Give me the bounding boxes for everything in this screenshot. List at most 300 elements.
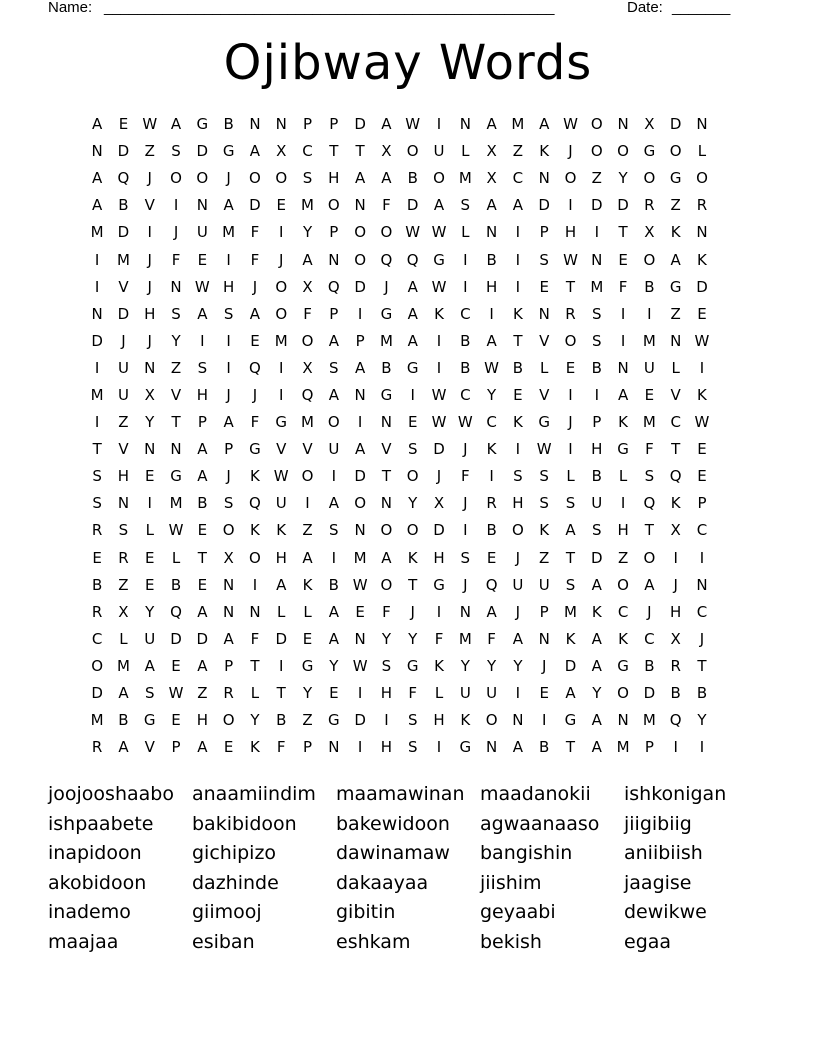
grid-letter: Q	[249, 494, 261, 513]
grid-letter: Y	[513, 656, 523, 675]
grid-letter: N	[512, 711, 524, 730]
grid-letter: F	[487, 629, 496, 648]
grid-letter: U	[486, 684, 498, 703]
grid-letter: L	[119, 629, 128, 648]
grid-letter: W	[431, 277, 447, 296]
grid-letter: N	[485, 738, 498, 757]
grid-letter: G	[433, 575, 445, 594]
grid-letter: A	[591, 711, 602, 730]
word-item: dawinamaw	[336, 842, 450, 865]
grid-letter: J	[226, 385, 231, 404]
grid-letter: K	[618, 413, 628, 432]
grid-letter: O	[406, 521, 419, 540]
grid-letter: A	[197, 467, 208, 486]
letter-grid	[84, 111, 734, 761]
grid-letter: F	[645, 440, 654, 459]
grid-letter: I	[515, 250, 521, 269]
grid-letter: P	[303, 738, 313, 757]
grid-letter: K	[539, 142, 550, 161]
grid-letter: A	[92, 196, 103, 215]
grid-letter: S	[329, 521, 339, 540]
grid-letter: A	[486, 331, 497, 350]
word-item: maadanokii	[480, 783, 591, 805]
grid-letter: J	[147, 277, 152, 296]
grid-letter: R	[565, 304, 576, 323]
grid-letter: M	[564, 602, 577, 621]
grid-letter: O	[327, 413, 340, 432]
grid-letter: S	[171, 142, 181, 161]
grid-letter: L	[434, 684, 444, 703]
grid-letter: F	[250, 223, 260, 242]
grid-letter: P	[329, 304, 339, 323]
grid-letter: T	[171, 413, 181, 432]
grid-letter: W	[431, 413, 447, 432]
grid-letter: Z	[512, 142, 524, 161]
grid-letter: P	[171, 738, 181, 757]
grid-letter: E	[197, 521, 208, 540]
grid-letter: S	[171, 304, 181, 323]
grid-letter: V	[118, 277, 129, 296]
grid-letter: B	[512, 358, 524, 377]
grid-letter: M	[458, 169, 472, 188]
grid-letter: E	[513, 385, 523, 404]
grid-letter: R	[91, 521, 103, 540]
grid-letter: U	[459, 684, 471, 703]
grid-letter: A	[92, 169, 103, 188]
grid-letter: X	[144, 385, 155, 404]
grid-letter: U	[328, 440, 340, 459]
grid-letter: U	[433, 142, 445, 161]
grid-letter: B	[381, 358, 392, 377]
grid-letter: Y	[329, 656, 339, 675]
grid-letter: T	[565, 548, 576, 567]
word-item: dewikwe	[624, 901, 707, 924]
grid-letter: M	[590, 277, 604, 296]
grid-letter: I	[147, 223, 152, 242]
grid-letter: Q	[669, 711, 682, 730]
grid-letter: W	[431, 385, 447, 404]
grid-letter: P	[592, 413, 602, 432]
grid-letter: B	[460, 358, 471, 377]
grid-letter: A	[118, 738, 129, 757]
grid-letter: W	[405, 115, 421, 134]
grid-letter: E	[407, 413, 418, 432]
grid-letter: W	[563, 250, 578, 269]
grid-letter: F	[618, 277, 628, 296]
grid-letter: W	[352, 575, 368, 594]
grid-letter: B	[539, 738, 550, 757]
grid-letter: D	[354, 467, 366, 486]
grid-letter: H	[196, 385, 208, 404]
grid-letter: O	[354, 250, 367, 269]
grid-letter: Z	[170, 358, 182, 377]
grid-letter: K	[618, 629, 628, 648]
word-item: giimooj	[192, 901, 262, 924]
grid-letter: P	[303, 115, 313, 134]
word-item: esiban	[192, 930, 255, 953]
grid-letter: Y	[408, 629, 418, 648]
grid-letter: P	[697, 494, 707, 513]
grid-letter: N	[696, 223, 708, 242]
grid-letter: B	[591, 358, 602, 377]
grid-letter: Q	[327, 277, 340, 296]
grid-letter: A	[197, 656, 208, 675]
grid-letter: R	[486, 494, 497, 513]
word-item: geyaabi	[480, 901, 556, 924]
grid-letter: X	[118, 602, 129, 621]
grid-letter: E	[486, 548, 497, 567]
grid-letter: I	[147, 494, 152, 513]
grid-letter: N	[617, 115, 629, 134]
grid-letter: D	[354, 711, 366, 730]
grid-letter: A	[407, 277, 418, 296]
grid-letter: J	[384, 277, 389, 296]
grid-letter: S	[565, 494, 576, 513]
grid-letter: A	[92, 115, 103, 134]
grid-row	[84, 653, 734, 680]
grid-letter: Z	[302, 521, 313, 540]
grid-letter: E	[355, 602, 365, 621]
grid-letter: N	[485, 223, 498, 242]
grid-letter: E	[329, 684, 339, 703]
grid-letter: A	[591, 629, 602, 648]
grid-letter: I	[699, 548, 705, 567]
grid-letter: H	[564, 223, 577, 242]
grid-letter: N	[249, 602, 261, 621]
grid-letter: E	[644, 385, 655, 404]
grid-letter: I	[568, 196, 573, 215]
grid-letter: Q	[669, 467, 682, 486]
grid-letter: O	[222, 521, 235, 540]
grid-letter: T	[671, 440, 681, 459]
grid-letter: I	[515, 684, 521, 703]
name-label: Name:	[48, 0, 93, 16]
grid-letter: T	[197, 548, 207, 567]
grid-letter: E	[118, 115, 129, 134]
grid-letter: T	[565, 738, 576, 757]
grid-letter: C	[512, 169, 524, 188]
grid-letter: U	[196, 223, 208, 242]
grid-letter: V	[381, 440, 392, 459]
grid-letter: A	[486, 602, 497, 621]
grid-letter: A	[565, 521, 576, 540]
grid-letter: I	[94, 358, 100, 377]
grid-letter: I	[94, 277, 100, 296]
word-item: ishkonigan	[624, 783, 727, 805]
grid-letter: M	[642, 413, 656, 432]
header-row	[48, 0, 748, 18]
grid-letter: M	[301, 413, 314, 432]
grid-letter: J	[147, 250, 152, 269]
grid-letter: I	[568, 440, 573, 459]
word-list	[48, 780, 768, 960]
grid-letter: E	[697, 467, 707, 486]
grid-letter: M	[616, 738, 630, 757]
grid-letter: A	[512, 738, 524, 757]
grid-letter: A	[302, 250, 313, 269]
grid-letter: H	[591, 440, 603, 459]
grid-letter: I	[357, 738, 363, 757]
word-item: aniibiish	[624, 842, 703, 865]
grid-letter: D	[538, 196, 550, 215]
grid-letter: R	[91, 738, 103, 757]
grid-letter: A	[591, 575, 602, 594]
grid-letter: D	[591, 548, 603, 567]
grid-letter: K	[460, 711, 471, 730]
grid-letter: W	[431, 223, 447, 242]
grid-letter: N	[170, 440, 182, 459]
grid-letter: G	[328, 711, 340, 730]
grid-letter: B	[644, 277, 655, 296]
grid-letter: E	[697, 304, 707, 323]
grid-letter: W	[273, 467, 289, 486]
word-column	[48, 780, 188, 958]
grid-letter: O	[380, 521, 393, 540]
grid-letter: G	[617, 656, 629, 675]
grid-letter: K	[512, 304, 523, 323]
grid-letter: I	[226, 358, 231, 377]
grid-letter: R	[644, 196, 655, 215]
grid-letter: G	[406, 358, 419, 377]
grid-letter: L	[461, 223, 470, 242]
grid-letter: Q	[380, 250, 393, 269]
grid-letter: T	[513, 331, 523, 350]
word-item: egaa	[624, 930, 672, 953]
grid-letter: I	[489, 304, 494, 323]
grid-letter: A	[354, 169, 366, 188]
grid-letter: M	[90, 385, 104, 404]
grid-row	[84, 111, 734, 138]
grid-letter: I	[357, 304, 363, 323]
grid-letter: A	[223, 629, 234, 648]
grid-letter: V	[170, 385, 182, 404]
grid-letter: Y	[302, 223, 313, 242]
grid-letter: J	[647, 602, 652, 621]
grid-letter: X	[670, 521, 681, 540]
grid-letter: E	[171, 656, 181, 675]
grid-letter: S	[407, 738, 418, 757]
grid-letter: D	[275, 629, 287, 648]
word-item: bakewidoon	[336, 812, 450, 835]
grid-letter: N	[591, 250, 603, 269]
grid-letter: S	[407, 440, 418, 459]
grid-letter: T	[408, 575, 418, 594]
grid-letter: O	[249, 548, 261, 567]
grid-letter: O	[354, 223, 367, 242]
grid-letter: F	[250, 250, 260, 269]
grid-letter: Y	[592, 684, 602, 703]
grid-letter: A	[381, 169, 392, 188]
grid-letter: Y	[487, 385, 497, 404]
grid-letter: S	[513, 467, 523, 486]
grid-letter: M	[642, 331, 656, 350]
grid-letter: Q	[170, 602, 182, 621]
grid-letter: A	[486, 115, 497, 134]
grid-letter: E	[145, 575, 155, 594]
grid-letter: B	[170, 575, 182, 594]
word-item: gichipizo	[192, 842, 277, 865]
word-item: dazhinde	[192, 871, 279, 894]
grid-letter: T	[355, 142, 365, 161]
grid-letter: A	[512, 196, 524, 215]
grid-letter: P	[355, 331, 365, 350]
grid-letter: J	[436, 467, 442, 486]
grid-letter: N	[91, 304, 103, 323]
grid-letter: O	[643, 548, 656, 567]
grid-letter: V	[670, 385, 681, 404]
grid-letter: E	[539, 684, 549, 703]
grid-letter: S	[92, 467, 102, 486]
grid-letter: J	[568, 413, 573, 432]
grid-letter: O	[380, 575, 393, 594]
grid-letter: D	[354, 277, 366, 296]
grid-letter: F	[250, 413, 260, 432]
grid-letter: O	[564, 169, 577, 188]
grid-letter: G	[538, 413, 550, 432]
grid-letter: F	[171, 250, 181, 269]
grid-letter: O	[617, 575, 629, 594]
name-blank-line: ______________________________________________________	[104, 0, 555, 16]
grid-letter: X	[302, 358, 313, 377]
grid-letter: W	[405, 223, 421, 242]
grid-letter: S	[644, 467, 655, 486]
grid-letter: A	[302, 548, 313, 567]
grid-letter: P	[197, 413, 207, 432]
page-title: Ojibway Words	[223, 35, 593, 91]
grid-letter: N	[696, 575, 708, 594]
grid-letter: T	[565, 277, 576, 296]
grid-letter: O	[590, 142, 603, 161]
grid-letter: I	[620, 494, 626, 513]
grid-letter: O	[380, 223, 393, 242]
grid-letter: N	[354, 521, 366, 540]
grid-letter: K	[512, 413, 523, 432]
grid-letter: Z	[617, 548, 629, 567]
grid-letter: H	[380, 738, 393, 757]
grid-letter: I	[568, 385, 573, 404]
grid-letter: W	[168, 521, 184, 540]
grid-letter: D	[433, 440, 445, 459]
grid-letter: M	[301, 196, 314, 215]
grid-letter: I	[515, 440, 521, 459]
grid-letter: L	[540, 358, 549, 377]
grid-letter: B	[696, 684, 708, 703]
grid-row	[84, 680, 734, 707]
grid-letter: G	[406, 656, 419, 675]
grid-letter: F	[460, 467, 470, 486]
grid-letter: S	[381, 656, 392, 675]
grid-letter: G	[643, 142, 656, 161]
grid-letter: M	[642, 711, 656, 730]
word-item: akobidoon	[48, 871, 147, 894]
grid-letter: I	[331, 467, 337, 486]
grid-letter: N	[196, 196, 208, 215]
grid-letter: B	[407, 169, 418, 188]
grid-letter: Q	[643, 494, 656, 513]
grid-letter: M	[379, 331, 393, 350]
grid-letter: M	[90, 223, 104, 242]
grid-letter: C	[460, 385, 471, 404]
grid-letter: W	[694, 331, 710, 350]
grid-letter: B	[92, 575, 103, 594]
grid-letter: K	[565, 629, 576, 648]
grid-letter: B	[118, 711, 129, 730]
grid-letter: L	[145, 521, 154, 540]
grid-letter: U	[538, 575, 550, 594]
grid-letter: A	[591, 656, 602, 675]
grid-letter: X	[381, 142, 392, 161]
grid-letter: Z	[670, 196, 681, 215]
grid-letter: O	[275, 169, 288, 188]
word-column	[336, 780, 476, 958]
grid-letter: D	[91, 331, 103, 350]
grid-letter: J	[515, 548, 521, 567]
grid-letter: Y	[381, 629, 391, 648]
grid-letter: S	[539, 494, 549, 513]
grid-letter: N	[223, 575, 235, 594]
grid-letter: H	[275, 548, 287, 567]
grid-letter: E	[276, 196, 286, 215]
grid-letter: I	[515, 223, 521, 242]
grid-letter: W	[168, 684, 184, 703]
grid-letter: G	[380, 304, 393, 323]
grid-letter: Q	[301, 385, 314, 404]
grid-letter: I	[436, 738, 442, 757]
grid-letter: H	[670, 602, 682, 621]
grid-letter: I	[357, 684, 363, 703]
grid-letter: U	[512, 575, 524, 594]
grid-letter: I	[384, 711, 389, 730]
grid-letter: N	[354, 196, 366, 215]
grid-letter: E	[92, 548, 102, 567]
grid-letter: X	[302, 277, 313, 296]
grid-letter: F	[250, 629, 260, 648]
grid-letter: Y	[302, 684, 313, 703]
grid-letter: N	[275, 115, 287, 134]
grid-row	[84, 707, 734, 734]
grid-letter: A	[328, 331, 339, 350]
grid-letter: F	[303, 304, 312, 323]
grid-letter: E	[618, 250, 628, 269]
grid-letter: H	[433, 711, 445, 730]
grid-letter: I	[173, 196, 179, 215]
grid-letter: I	[436, 358, 442, 377]
grid-letter: Z	[539, 548, 550, 567]
grid-letter: R	[118, 548, 129, 567]
grid-letter: G	[380, 385, 393, 404]
grid-letter: I	[673, 548, 678, 567]
grid-letter: M	[511, 115, 525, 134]
grid-letter: S	[223, 304, 234, 323]
grid-letter: T	[92, 440, 102, 459]
grid-letter: D	[669, 115, 682, 134]
grid-letter: I	[94, 250, 100, 269]
grid-letter: K	[591, 602, 602, 621]
grid-letter: I	[436, 115, 442, 134]
grid-letter: N	[696, 115, 708, 134]
grid-letter: O	[590, 115, 603, 134]
grid-letter: A	[591, 738, 602, 757]
grid-letter: A	[354, 440, 366, 459]
grid-letter: N	[538, 169, 550, 188]
grid-letter: B	[276, 711, 287, 730]
grid-letter: W	[536, 440, 552, 459]
grid-letter: O	[275, 277, 288, 296]
grid-letter: O	[170, 169, 182, 188]
grid-letter: L	[697, 142, 707, 161]
grid-letter: I	[200, 331, 205, 350]
grid-letter: X	[276, 142, 287, 161]
